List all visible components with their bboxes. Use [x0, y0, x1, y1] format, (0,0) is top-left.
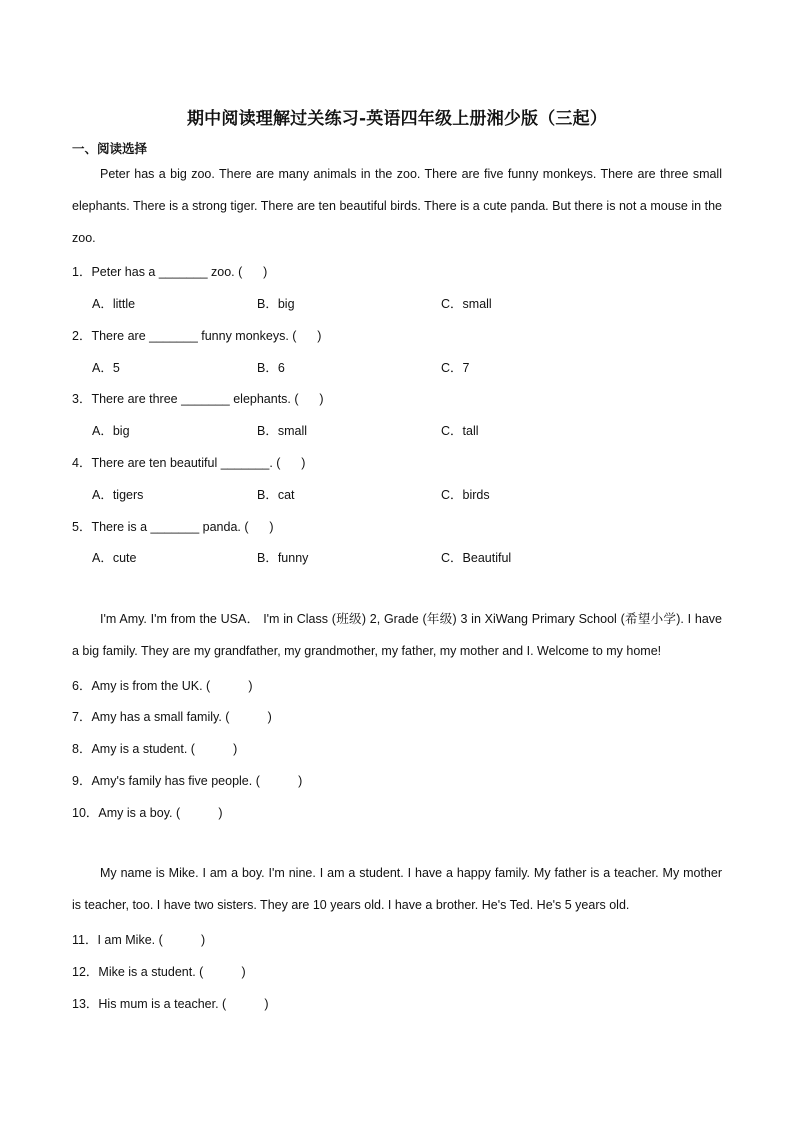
question-12: 12．Mike is a student. ( ): [72, 965, 246, 979]
question-4-option-c: C．birds: [441, 488, 490, 502]
question-2: 2．There are _______ funny monkeys. ( ): [72, 329, 322, 343]
question-11: 11．I am Mike. ( ): [72, 933, 206, 947]
question-3-option-a: A．big: [92, 424, 130, 438]
question-2-option-a: A．5: [92, 361, 120, 375]
question-9: 9．Amy's family has five people. ( ): [72, 774, 303, 788]
reading-passage-1: Peter has a big zoo. There are many animals in the zoo. There are five funny monkeys. There are three small elephants. There is a strong tiger. There are ten beautiful birds. There is a cute panda. But there is not a mouse in the zoo.: [72, 167, 722, 245]
question-8: 8．Amy is a student. ( ): [72, 742, 238, 756]
question-6: 6．Amy is from the UK. ( ): [72, 679, 253, 693]
question-3-option-c: C．tall: [441, 424, 479, 438]
question-5-option-a: A．cute: [92, 551, 137, 565]
question-10: 10．Amy is a boy. ( ): [72, 806, 223, 820]
question-1-option-c: C．small: [441, 297, 492, 311]
question-4: 4．There are ten beautiful _______. ( ): [72, 456, 306, 470]
question-1-option-a: A．little: [92, 297, 136, 311]
section-heading: 一、阅读选择: [72, 141, 148, 156]
question-5: 5．There is a _______ panda. ( ): [72, 520, 274, 534]
page-title: 期中阅读理解过关练习-英语四年级上册湘少版（三起）: [186, 109, 608, 129]
question-5-option-b: B．funny: [257, 551, 309, 565]
question-7: 7．Amy has a small family. ( ): [72, 710, 272, 724]
question-1: 1．Peter has a _______ zoo. ( ): [72, 265, 268, 279]
reading-passage-2: I'm Amy. I'm from the USA． I'm in Class (班级) 2, Grade (年级) 3 in XiWang Primary School (希望小学). I have a big family. They are my grandfather, my grandmother, my father, my mother and I. Welcome to my home!: [72, 612, 722, 658]
question-13: 13．His mum is a teacher. ( ): [72, 997, 269, 1011]
question-4-option-b: B．cat: [257, 488, 295, 502]
question-4-option-a: A．tigers: [92, 488, 144, 502]
reading-passage-3: My name is Mike. I am a boy. I'm nine. I am a student. I have a happy family. My father is a teacher. My mother is teacher, too. I have two sisters. They are 10 years old. I have a brother. He's Ted. He's 5 years old.: [72, 866, 722, 912]
question-3-option-b: B．small: [257, 424, 308, 438]
question-2-option-c: C．7: [441, 361, 470, 375]
question-2-option-b: B．6: [257, 361, 285, 375]
question-1-option-b: B．big: [257, 297, 295, 311]
question-3: 3．There are three _______ elephants. ( ): [72, 392, 324, 406]
question-5-option-c: C．Beautiful: [441, 551, 512, 565]
